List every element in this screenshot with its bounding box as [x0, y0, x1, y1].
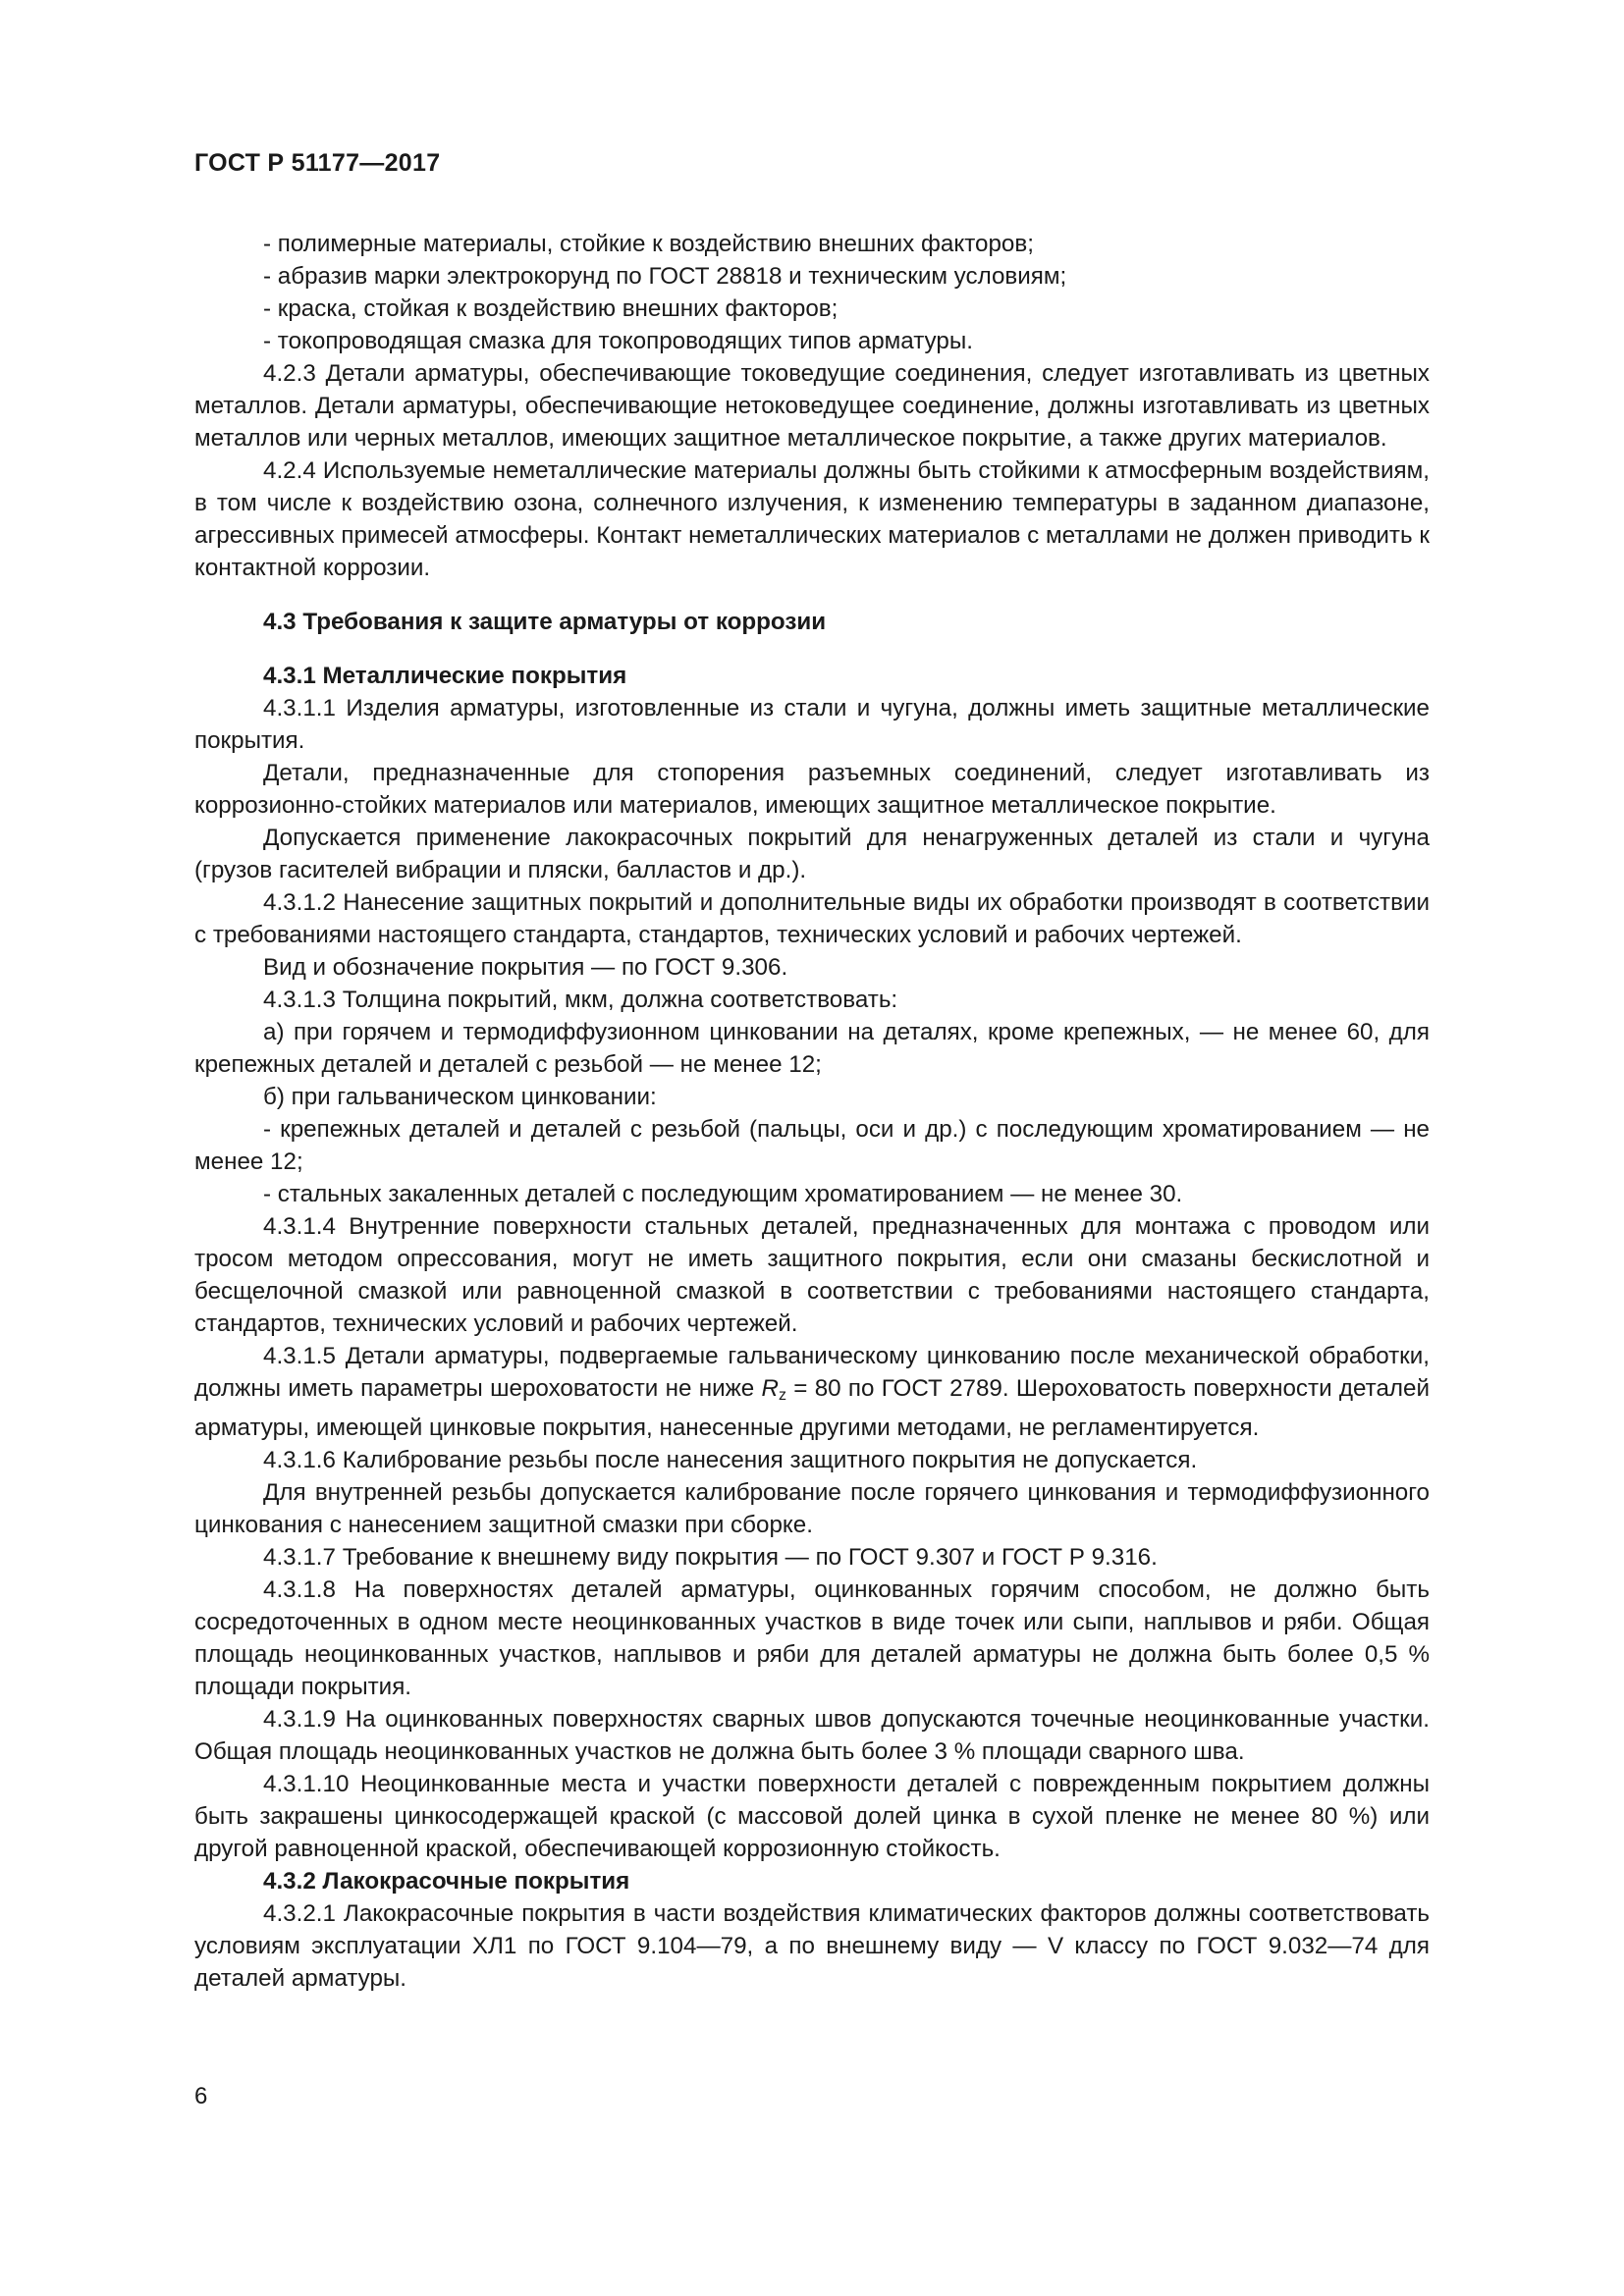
list-item: - токопроводящая смазка для токопроводящих типов арматуры. [263, 328, 973, 354]
subsection-heading-4-3-2: 4.3.2 Лакокрасочные покрытия [263, 1868, 630, 1895]
paragraph-4-3-1-2: 4.3.1.2 Нанесение защитных покрытий и дополнительные виды их обработки производят в соответствии с требованиями настоящего стандарта, стандартов, технических условий и рабочих чертежей. [194, 889, 1430, 948]
paragraph-4-3-1-8: 4.3.1.8 На поверхностях деталей арматуры, оцинкованных горячим способом, не должно быть сосредоточенных в одном месте неоцинкованных участков в виде точек или сыпи, наплывов и ряби. Общая площадь неоцинкованных участков, наплывов и ряби для деталей арматуры не должна быть более 0,5 % площади покрытия. [194, 1576, 1430, 1700]
list-item: - краска, стойкая к воздействию внешних факторов; [263, 295, 839, 322]
paragraph-4-3-1-6: 4.3.1.6 Калибрование резьбы после нанесения защитного покрытия не допускается. [263, 1447, 1198, 1473]
standard-header: ГОСТ Р 51177—2017 [194, 149, 441, 177]
paragraph-4-3-2-1: 4.3.2.1 Лакокрасочные покрытия в части воздействия климатических факторов должны соответствовать условиям эксплуатации ХЛ1 по ГОСТ 9.104—79, а по внешнему виду — V классу по ГОСТ 9.032—74 для деталей арматуры. [194, 1900, 1430, 1992]
page-number: 6 [194, 2083, 208, 2109]
section-heading-4-3: 4.3 Требования к защите арматуры от коррозии [263, 609, 827, 635]
paragraph-4-3-1-3: 4.3.1.3 Толщина покрытий, мкм, должна соответствовать: [263, 987, 898, 1013]
list-item: - полимерные материалы, стойкие к воздействию внешних факторов; [263, 231, 1034, 257]
paragraph: Вид и обозначение покрытия — по ГОСТ 9.306. [263, 954, 788, 981]
paragraph-4-3-1-4: 4.3.1.4 Внутренние поверхности стальных деталей, предназначенных для монтажа с проводом или тросом методом опрессования, могут не иметь защитного покрытия, если они смазаны бескислотной и бесщелочной смазкой или равноценной смазкой в соответствии с требованиями настоящего стандарта, стандартов, технических условий и рабочих чертежей. [194, 1213, 1430, 1337]
paragraph-4-3-1-5 [194, 1340, 1430, 1444]
paragraph-4-3-1-9: 4.3.1.9 На оцинкованных поверхностях сварных швов допускаются точечные неоцинкованные участки. Общая площадь неоцинкованных участков не должна быть более 3 % площади сварного шва. [194, 1706, 1430, 1765]
list-item: а) при горячем и термодиффузионном цинковании на деталях, кроме крепежных, — не менее 60, для крепежных деталей и деталей с резьбой — не менее 12; [194, 1019, 1430, 1078]
list-item: - стальных закаленных деталей с последующим хроматированием — не менее 30. [263, 1181, 1183, 1207]
subsection-heading-4-3-1: 4.3.1 Металлические покрытия [263, 663, 627, 689]
list-item: - абразив марки электрокорунд по ГОСТ 28818 и техническим условиям; [263, 263, 1067, 290]
text-run: 4.3.1.5 Детали арматуры, подвергаемые гальваническому цинкованию после механической обработки, должны иметь параметры шероховатости не ниже [194, 1343, 1430, 1402]
paragraph-4-2-3: 4.2.3 Детали арматуры, обеспечивающие токоведущие соединения, следует изготавливать из цветных металлов. Детали арматуры, обеспечивающие нетоковедущее соединение, должны изготавливать из цветных металлов или черных металлов, имеющих защитное металлическое покрытие, а также других материалов. [194, 360, 1430, 452]
paragraph-4-2-4: 4.2.4 Используемые неметаллические материалы должны быть стойкими к атмосферным воздействиям, в том числе к воздействию озона, солнечного излучения, к изменению температуры в заданном диапазоне, агрессивных примесей атмосферы. Контакт неметаллических материалов с металлами не должен приводить к контактной коррозии. [194, 457, 1430, 581]
roughness-subscript: z [778, 1387, 786, 1404]
paragraph: Допускается применение лакокрасочных покрытий для ненагруженных деталей из стали и чугуна (грузов гасителей вибрации и пляски, балластов и др.). [194, 825, 1430, 883]
paragraph: Детали, предназначенные для стопорения разъемных соединений, следует изготавливать из коррозионно-стойких материалов или материалов, имеющих защитное металлическое покрытие. [194, 760, 1430, 819]
list-item: б) при гальваническом цинковании: [263, 1084, 657, 1110]
paragraph-4-3-1-10: 4.3.1.10 Неоцинкованные места и участки поверхности деталей с поврежденным покрытием должны быть закрашены цинкосодержащей краской (с массовой долей цинка в сухой пленке не менее 80 %) или другой равноценной краской, обеспечивающей коррозионную стойкость. [194, 1771, 1430, 1862]
paragraph: Для внутренней резьбы допускается калибрование после горячего цинкования и термодиффузионного цинкования с нанесением защитной смазки при сборке. [194, 1479, 1430, 1538]
document-body [194, 228, 1430, 1995]
list-item: - крепежных деталей и деталей с резьбой (пальцы, оси и др.) с последующим хроматированием — не менее 12; [194, 1116, 1430, 1175]
paragraph-4-3-1-7: 4.3.1.7 Требование к внешнему виду покрытия — по ГОСТ 9.307 и ГОСТ Р 9.316. [263, 1544, 1158, 1571]
roughness-symbol: R [761, 1375, 779, 1402]
paragraph-4-3-1-1: 4.3.1.1 Изделия арматуры, изготовленные из стали и чугуна, должны иметь защитные металлические покрытия. [194, 695, 1430, 754]
text-run: = 80 по ГОСТ 2789. Шероховатость поверхности деталей арматуры, имеющей цинковые покрытия, нанесенные другими методами, не регламентируется. [194, 1375, 1431, 1441]
